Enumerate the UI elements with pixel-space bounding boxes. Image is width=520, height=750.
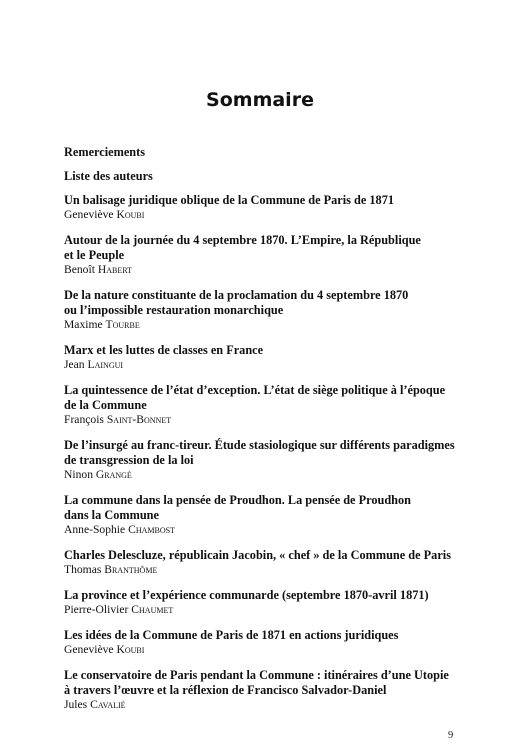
author-last-name: Cavalié (90, 698, 126, 711)
author-last-name: Chambost (128, 523, 175, 536)
toc-entry (64, 548, 464, 577)
entry-title: Charles Delescluze, républicain Jacobin, « chef » de la Commune de Paris (64, 548, 451, 562)
toc-entry (64, 288, 464, 332)
author-first-name: François (64, 413, 104, 426)
entry-title: Liste des auteurs (64, 169, 153, 183)
toc-entry (64, 145, 464, 160)
author-first-name: Geneviève (64, 643, 114, 656)
entry-author (64, 318, 464, 332)
author-last-name: Grangé (95, 468, 132, 481)
author-first-name: Geneviève (64, 208, 114, 221)
entry-author (64, 603, 464, 617)
author-last-name: Branthôme (104, 563, 158, 576)
entry-author (64, 358, 464, 372)
author-first-name: Jules (64, 698, 88, 711)
toc-entry (64, 588, 464, 617)
author-last-name: Koubi (116, 643, 145, 656)
entry-title: La commune dans la pensée de Proudhon. La pensée de Proudhon dans la Commune (64, 493, 411, 522)
entry-title: De la nature constituante de la proclamation du 4 septembre 1870 ou l’impossible restauration monarchique (64, 288, 409, 317)
author-last-name: Habert (97, 263, 132, 276)
author-first-name: Ninon (64, 468, 93, 481)
toc-entry (64, 343, 464, 372)
entry-title: Autour de la journée du 4 septembre 1870. L’Empire, la République et le Peuple (64, 233, 421, 262)
toc-entry (64, 628, 464, 657)
entry-author (64, 643, 464, 657)
entry-title: Un balisage juridique oblique de la Commune de Paris de 1871 (64, 193, 394, 207)
author-first-name: Maxime (64, 318, 103, 331)
toc-entry (64, 193, 464, 222)
entry-author (64, 523, 464, 537)
toc-entry (64, 233, 464, 277)
author-last-name: Tourbe (105, 318, 140, 331)
toc-entry (64, 383, 464, 427)
entry-author (64, 413, 464, 427)
toc-entry (64, 493, 464, 537)
entry-title: La province et l’expérience communarde (septembre 1870-avril 1871) (64, 588, 429, 602)
entry-title: De l’insurgé au franc-tireur. Étude stasiologique sur différents paradigmes de transgression de la loi (64, 438, 455, 467)
entry-title: Le conservatoire de Paris pendant la Commune : itinéraires d’une Utopie à travers l’œuvre et la réflexion de Francisco Salvador-Daniel (64, 668, 449, 697)
author-first-name: Jean (64, 358, 85, 371)
author-first-name: Thomas (64, 563, 102, 576)
author-first-name: Pierre-Olivier (64, 603, 129, 616)
entry-author (64, 563, 464, 577)
toc-entry (64, 438, 464, 482)
entry-author (64, 468, 464, 482)
table-of-contents (64, 145, 464, 723)
entry-author (64, 208, 464, 222)
page-title: Sommaire (206, 89, 314, 111)
entry-author (64, 698, 464, 712)
entry-title: Marx et les luttes de classes en France (64, 343, 264, 357)
author-last-name: Koubi (116, 208, 145, 221)
author-last-name: Saint-Bonnet (106, 413, 172, 426)
author-last-name: Chaumet (131, 603, 174, 616)
entry-author (64, 263, 464, 277)
entry-title: Remerciements (64, 145, 146, 159)
page-number: 9 (448, 730, 454, 741)
author-first-name: Anne-Sophie (64, 523, 126, 536)
entry-title: Les idées de la Commune de Paris de 1871 en actions juridiques (64, 628, 399, 642)
author-last-name: Laingui (87, 358, 124, 371)
entry-title: La quintessence de l’état d’exception. L’état de siège politique à l’époque de la Commune (64, 383, 446, 412)
author-first-name: Benoît (64, 263, 95, 276)
toc-entry (64, 668, 464, 712)
toc-entry (64, 169, 464, 184)
